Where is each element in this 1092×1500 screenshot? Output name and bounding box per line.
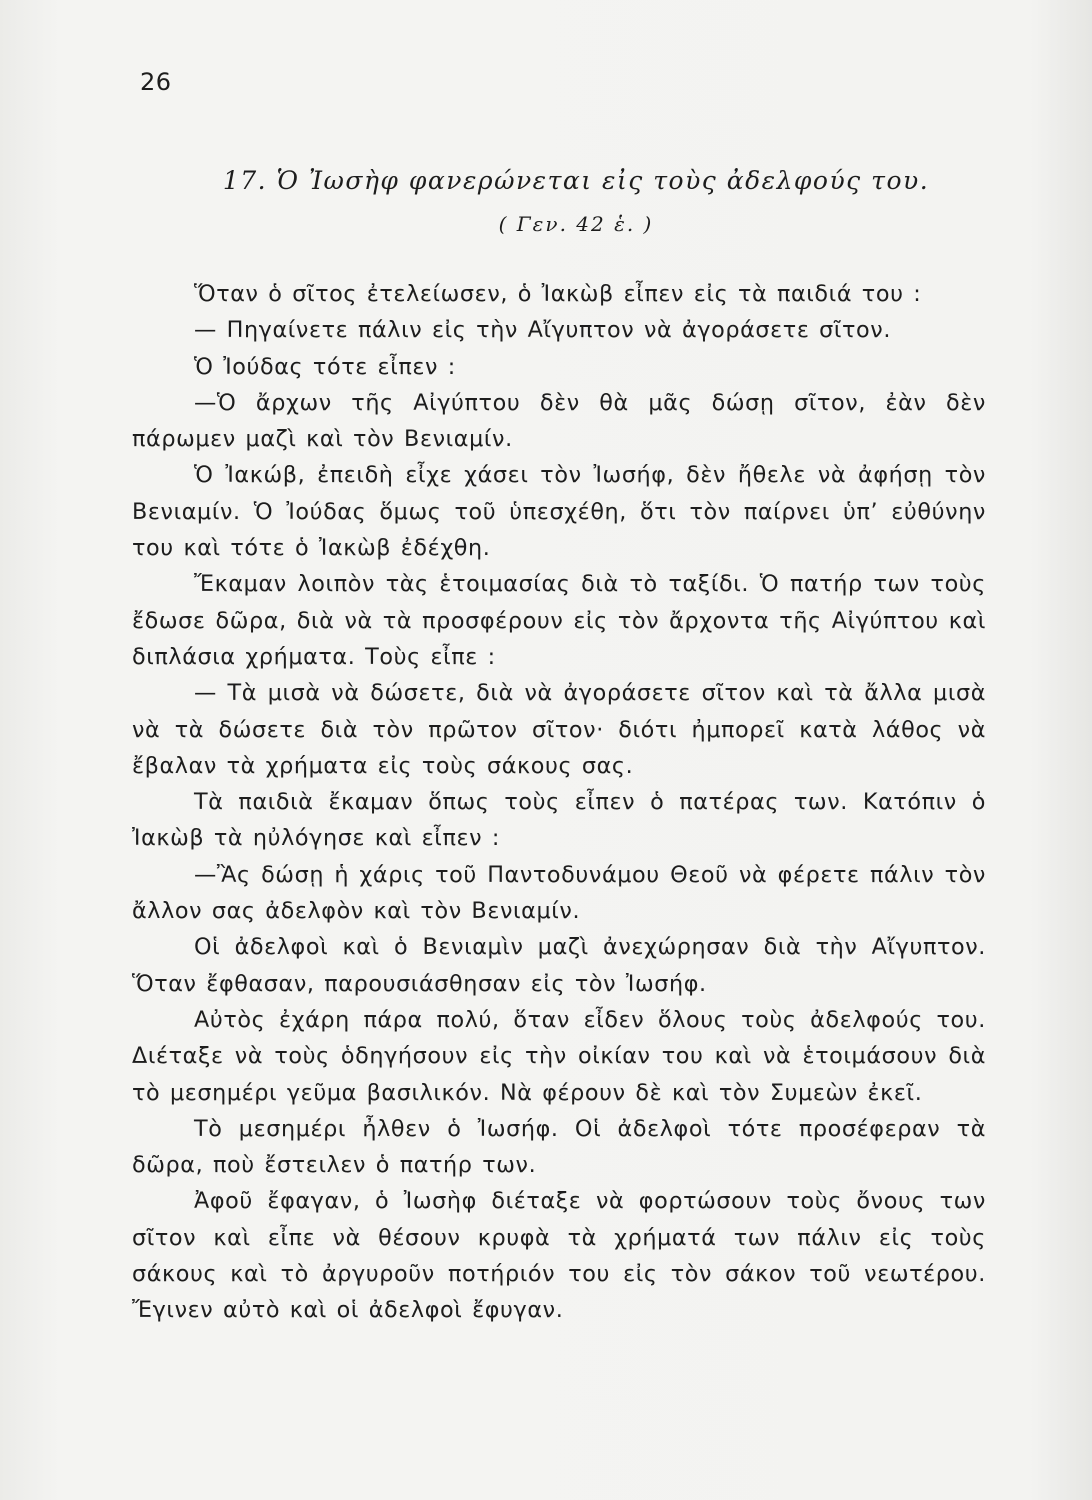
paragraph-7: — Τὰ μισὰ νὰ δώσετε, διὰ νὰ ἀγοράσετε σῖτον καὶ τὰ ἄλλα μισὰ νὰ τὰ δώσετε διὰ τὸν πρῶτον σῖτον· διότι ἠμπορεῖ κατὰ λάθος νὰ ἔβαλαν τὰ χρήματα εἰς τοὺς σάκους σας.: [132, 680, 986, 779]
paragraph-9: —Ἂς δώσῃ ἡ χάρις τοῦ Παντοδυνάμου Θεοῦ νὰ φέρετε πάλιν τὸν ἄλλον σας ἀδελφὸν καὶ τὸν Βενιαμίν.: [132, 861, 986, 925]
paragraph-10: Οἱ ἀδελφοὶ καὶ ὁ Βενιαμὶν μαζὶ ἀνεχώρησαν διὰ τὴν Αἴγυπτον. Ὅταν ἔφθασαν, παρουσιάσθησαν εἰς τὸν Ἰωσήφ.: [132, 934, 986, 997]
paragraph-8: Τὰ παιδιὰ ἔκαμαν ὅπως τοὺς εἶπεν ὁ πατέρας των. Κατόπιν ὁ Ἰακὼβ τὰ ηὐλόγησε καὶ εἶπεν :: [132, 789, 986, 852]
page-number: 26: [140, 68, 172, 96]
paragraph-1: Ὅταν ὁ σῖτος ἐτελείωσεν, ὁ Ἰακὼβ εἶπεν εἰς τὰ παιδιά του :: [194, 281, 922, 307]
paragraph-13: Ἀφοῦ ἔφαγαν, ὁ Ἰωσὴφ διέταξε νὰ φορτώσουν τοὺς ὄνους των σῖτον καὶ εἶπε νὰ θέσουν κρυφὰ τὰ χρήματά των πάλιν εἰς τοὺς σάκους καὶ τὸ ἀργυροῦν ποτήριόν του εἰς τὸν σάκον τοῦ νεωτέρου. Ἔγινεν αὐτὸ καὶ οἱ ἀδελφοὶ ἔφυγαν.: [132, 1188, 986, 1324]
paragraph-4: —Ὁ ἄρχων τῆς Αἰγύπτου δὲν θὰ μᾶς δώσῃ σῖτον, ἐὰν δὲν πάρωμεν μαζὶ καὶ τὸν Βενιαμίν.: [132, 389, 986, 453]
paragraph-3: Ὁ Ἰούδας τότε εἶπεν :: [194, 353, 456, 380]
paragraph-12: Τὸ μεσημέρι ἦλθεν ὁ Ἰωσήφ. Οἱ ἀδελφοὶ τότε προσέφεραν τὰ δῶρα, ποὺ ἔστειλεν ὁ πατήρ των.: [132, 1115, 986, 1179]
chapter-reference: ( Γεν. 42 ἑ. ): [498, 212, 654, 236]
chapter-title: 17. Ὁ Ἰωσὴφ φανερώνεται εἰς τοὺς ἀδελφούς του.: [222, 166, 930, 195]
paragraph-5: Ὁ Ἰακώβ, ἐπειδὴ εἶχε χάσει τὸν Ἰωσήφ, δὲν ἤθελε νὰ ἀφήσῃ τὸν Βενιαμίν. Ὁ Ἰούδας ὅμως τοῦ ὑπεσχέθη, ὅτι τὸν παίρνει ὑπ’ εὐθύνην του καὶ τότε ὁ Ἰακὼβ ἐδέχθη.: [132, 462, 986, 562]
paragraph-11: Αὐτὸς ἐχάρη πάρα πολύ, ὅταν εἶδεν ὅλους τοὺς ἀδελφούς του. Διέταξε νὰ τοὺς ὁδηγήσουν εἰς τὴν οἰκίαν του καὶ νὰ ἑτοιμάσουν διὰ τὸ μεσημέρι γεῦμα βασιλικόν. Νὰ φέρουν δὲ καὶ τὸν Συμεὼν ἐκεῖ.: [132, 1006, 986, 1106]
chapter-body: [132, 276, 986, 1329]
paragraph-2: — Πηγαίνετε πάλιν εἰς τὴν Αἴγυπτον νὰ ἀγοράσετε σῖτον.: [194, 317, 892, 344]
paragraph-6: Ἔκαμαν λοιπὸν τὰς ἑτοιμασίας διὰ τὸ ταξίδι. Ὁ πατήρ των τοὺς ἔδωσε δῶρα, διὰ νὰ τὰ προσφέρουν εἰς τὸν ἄρχοντα τῆς Αἰγύπτου καὶ διπλάσια χρήματα. Τοὺς εἶπε :: [132, 571, 986, 670]
